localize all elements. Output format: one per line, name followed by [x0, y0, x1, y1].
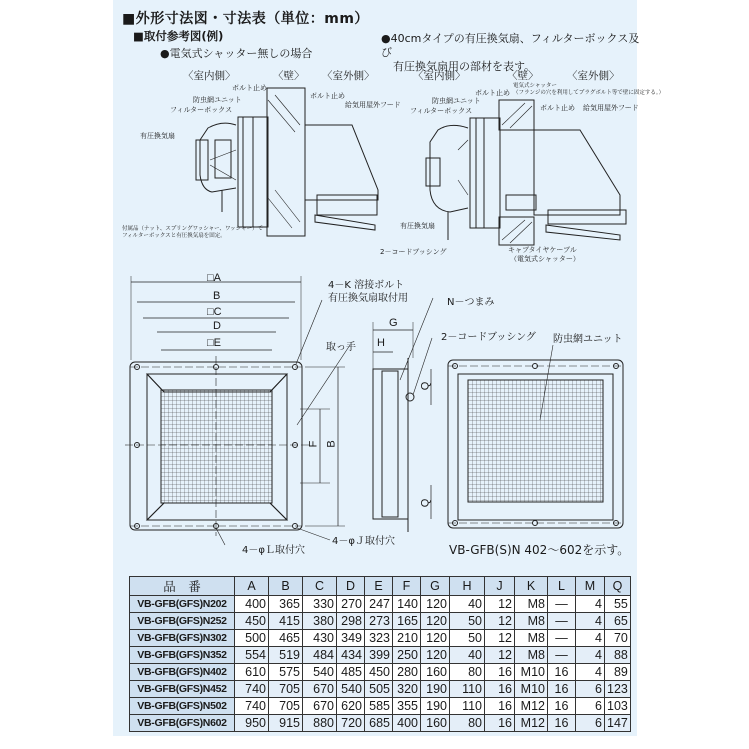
value-cell-K: M12 — [515, 715, 548, 732]
right-installation-drawing — [426, 100, 626, 245]
value-cell-D: 434 — [337, 647, 365, 664]
value-cell-A: 950 — [235, 715, 269, 732]
value-cell-A: 740 — [235, 698, 269, 715]
value-cell-J: 12 — [485, 630, 515, 647]
value-cell-L: 16 — [548, 715, 576, 732]
value-cell-H: 110 — [450, 698, 485, 715]
dim-label-B: B — [213, 290, 221, 302]
col-J: J — [485, 577, 515, 596]
right-label-cabtire: キャブタイヤケーブル — [508, 246, 577, 254]
value-cell-C: 670 — [303, 681, 337, 698]
drawing-caption: VB-GFB(S)N 402～602を示す。 — [449, 543, 630, 557]
callout-hole-L: 4－φＬ取付穴 — [242, 545, 305, 556]
value-cell-Q: 55 — [605, 596, 631, 613]
value-cell-G: 190 — [421, 681, 450, 698]
right-label-bolt-1: ボルト止め — [475, 89, 510, 97]
value-cell-F: 320 — [393, 681, 421, 698]
value-cell-L: — — [548, 647, 576, 664]
model-cell: VB-GFB(GFS)N602 — [130, 715, 235, 732]
left-label-filter-box: フィルターボックス — [170, 106, 233, 114]
value-cell-Q: 70 — [605, 630, 631, 647]
value-cell-J: 12 — [485, 647, 515, 664]
table-row — [130, 664, 631, 681]
value-cell-F: 140 — [393, 596, 421, 613]
left-figure-note: ●電気式シャッター無しの場合 — [160, 47, 313, 60]
value-cell-F: 165 — [393, 613, 421, 630]
value-cell-K: M8 — [515, 647, 548, 664]
value-cell-L: 16 — [548, 664, 576, 681]
value-cell-H: 80 — [450, 664, 485, 681]
value-cell-M: 6 — [576, 681, 605, 698]
dim-label-C: □C — [207, 306, 222, 318]
left-label-bolt-1: ボルト止め — [232, 84, 267, 92]
value-cell-G: 120 — [421, 647, 450, 664]
col-Q: Q — [605, 577, 631, 596]
right-label-cabtire-note: （電気式シャッター） — [510, 255, 580, 263]
value-cell-H: 80 — [450, 715, 485, 732]
value-cell-B: 519 — [269, 647, 303, 664]
dim-label-H: H — [377, 337, 385, 349]
right-label-shutter: 電気式シャッター （フランジの穴を利用してプラグボルト等で壁に固定する。） — [513, 83, 665, 96]
value-cell-B: 415 — [269, 613, 303, 630]
value-cell-Q: 103 — [605, 698, 631, 715]
dimension-table — [129, 576, 631, 732]
value-cell-M: 4 — [576, 630, 605, 647]
value-cell-M: 4 — [576, 664, 605, 681]
model-cell: VB-GFB(GFS)N502 — [130, 698, 235, 715]
col-K: K — [515, 577, 548, 596]
value-cell-L: 16 — [548, 698, 576, 715]
section-subtitle: ■取付参考図(例) — [133, 29, 224, 43]
value-cell-M: 4 — [576, 613, 605, 630]
front-view-drawing — [125, 276, 350, 545]
value-cell-Q: 65 — [605, 613, 631, 630]
value-cell-G: 190 — [421, 698, 450, 715]
right-label-cord-bushing: 2－コードブッシング — [380, 248, 447, 256]
callout-weld-bolt-use: 有圧換気扇取付用 — [328, 293, 408, 304]
value-cell-B: 465 — [269, 630, 303, 647]
value-cell-C: 880 — [303, 715, 337, 732]
left-accessory-note: 付属品（ナット、スプリングワッシャー、ワッシャー）で フィルターボックスと有圧換気扇を固定。 — [122, 226, 264, 239]
value-cell-E: 273 — [365, 613, 393, 630]
value-cell-B: 575 — [269, 664, 303, 681]
value-cell-L: — — [548, 630, 576, 647]
col-E: E — [365, 577, 393, 596]
right-label-insect-net: 防虫網ユニット — [432, 97, 481, 105]
value-cell-B: 705 — [269, 681, 303, 698]
value-cell-A: 450 — [235, 613, 269, 630]
value-cell-M: 6 — [576, 698, 605, 715]
value-cell-G: 120 — [421, 613, 450, 630]
value-cell-G: 120 — [421, 630, 450, 647]
col-model: 品 番 — [130, 577, 235, 596]
value-cell-D: 720 — [337, 715, 365, 732]
right-label-fan: 有圧換気扇 — [400, 222, 435, 230]
dim-label-F: F — [307, 440, 320, 448]
model-cell: VB-GFB(GFS)N352 — [130, 647, 235, 664]
value-cell-A: 740 — [235, 681, 269, 698]
value-cell-E: 399 — [365, 647, 393, 664]
left-label-insect-net: 防虫網ユニット — [193, 96, 242, 104]
value-cell-J: 12 — [485, 613, 515, 630]
col-F: F — [393, 577, 421, 596]
value-cell-E: 685 — [365, 715, 393, 732]
value-cell-C: 380 — [303, 613, 337, 630]
table-row — [130, 596, 631, 613]
value-cell-B: 705 — [269, 698, 303, 715]
table-row — [130, 698, 631, 715]
table-row — [130, 715, 631, 732]
col-G: G — [421, 577, 450, 596]
value-cell-D: 540 — [337, 681, 365, 698]
value-cell-H: 50 — [450, 613, 485, 630]
value-cell-H: 110 — [450, 681, 485, 698]
value-cell-F: 355 — [393, 698, 421, 715]
value-cell-A: 610 — [235, 664, 269, 681]
page-title: ■外形寸法図・寸法表（単位：mm） — [122, 11, 369, 27]
value-cell-M: 4 — [576, 647, 605, 664]
right-note-line-2: 有圧換気扇用の部材を表す。 — [393, 60, 536, 73]
value-cell-K: M8 — [515, 630, 548, 647]
model-cell: VB-GFB(GFS)N302 — [130, 630, 235, 647]
value-cell-Q: 88 — [605, 647, 631, 664]
value-cell-E: 450 — [365, 664, 393, 681]
table-row — [130, 613, 631, 630]
value-cell-C: 430 — [303, 630, 337, 647]
table-row — [130, 647, 631, 664]
value-cell-E: 323 — [365, 630, 393, 647]
right-note-line-1: ●40cmタイプの有圧換気扇、フィルターボックス及び — [381, 32, 640, 59]
value-cell-H: 40 — [450, 647, 485, 664]
value-cell-Q: 123 — [605, 681, 631, 698]
callout-cord-bushing: 2－コードブッシング — [441, 332, 536, 343]
dim-label-G: G — [389, 317, 398, 329]
value-cell-C: 670 — [303, 698, 337, 715]
value-cell-E: 505 — [365, 681, 393, 698]
value-cell-L: 16 — [548, 681, 576, 698]
value-cell-K: M12 — [515, 698, 548, 715]
col-C: C — [303, 577, 337, 596]
value-cell-M: 4 — [576, 596, 605, 613]
right-label-wall: 〈壁〉 — [507, 70, 539, 82]
value-cell-A: 400 — [235, 596, 269, 613]
value-cell-D: 620 — [337, 698, 365, 715]
value-cell-Q: 89 — [605, 664, 631, 681]
model-cell: VB-GFB(GFS)N402 — [130, 664, 235, 681]
back-view-drawing — [448, 345, 623, 528]
value-cell-D: 270 — [337, 596, 365, 613]
col-B: B — [269, 577, 303, 596]
callout-hole-J: 4－φＪ取付穴 — [332, 536, 395, 547]
right-label-hood: 給気用屋外フード — [583, 104, 639, 112]
value-cell-G: 120 — [421, 596, 450, 613]
col-L: L — [548, 577, 576, 596]
callout-weld-bolt: 4－K 溶接ボルト — [328, 280, 405, 291]
value-cell-F: 400 — [393, 715, 421, 732]
value-cell-G: 160 — [421, 664, 450, 681]
value-cell-J: 12 — [485, 596, 515, 613]
value-cell-E: 585 — [365, 698, 393, 715]
dim-label-D: D — [213, 320, 221, 332]
value-cell-C: 484 — [303, 647, 337, 664]
side-view-drawing — [373, 298, 433, 532]
value-cell-K: M10 — [515, 681, 548, 698]
value-cell-E: 247 — [365, 596, 393, 613]
left-label-outdoor: 〈室外側〉 — [322, 70, 375, 82]
value-cell-D: 349 — [337, 630, 365, 647]
callout-insect-net-unit: 防虫網ユニット — [553, 334, 623, 345]
value-cell-K: M10 — [515, 664, 548, 681]
dim-label-Q-top: Q — [419, 381, 432, 391]
value-cell-A: 554 — [235, 647, 269, 664]
value-cell-B: 365 — [269, 596, 303, 613]
value-cell-D: 298 — [337, 613, 365, 630]
value-cell-F: 250 — [393, 647, 421, 664]
table-row — [130, 681, 631, 698]
table-row — [130, 630, 631, 647]
right-label-indoor: 〈室内側〉 — [413, 70, 466, 82]
model-cell: VB-GFB(GFS)N202 — [130, 596, 235, 613]
left-label-fan: 有圧換気扇 — [140, 132, 175, 140]
left-label-wall: 〈壁〉 — [273, 70, 305, 82]
value-cell-C: 330 — [303, 596, 337, 613]
value-cell-H: 40 — [450, 596, 485, 613]
callout-handle: 取っ手 — [326, 342, 356, 353]
value-cell-F: 210 — [393, 630, 421, 647]
col-M: M — [576, 577, 605, 596]
col-D: D — [337, 577, 365, 596]
value-cell-L: — — [548, 596, 576, 613]
left-label-hood: 給気用屋外フード — [345, 101, 401, 109]
callout-knob: N－つまみ — [447, 297, 495, 308]
value-cell-L: — — [548, 613, 576, 630]
dim-label-Q-bottom: Q — [419, 498, 432, 508]
value-cell-J: 16 — [485, 681, 515, 698]
value-cell-B: 915 — [269, 715, 303, 732]
right-label-filter-box: フィルターボックス — [410, 107, 473, 115]
model-cell: VB-GFB(GFS)N452 — [130, 681, 235, 698]
value-cell-A: 500 — [235, 630, 269, 647]
value-cell-C: 540 — [303, 664, 337, 681]
left-label-indoor: 〈室内側〉 — [183, 70, 236, 82]
col-A: A — [235, 577, 269, 596]
value-cell-G: 160 — [421, 715, 450, 732]
right-label-bolt-2: ボルト止め — [540, 104, 575, 112]
value-cell-D: 485 — [337, 664, 365, 681]
value-cell-Q: 147 — [605, 715, 631, 732]
value-cell-J: 16 — [485, 698, 515, 715]
table-header-row — [130, 577, 631, 596]
left-label-bolt-2: ボルト止め — [310, 92, 345, 100]
right-label-outdoor: 〈室外側〉 — [567, 70, 620, 82]
value-cell-J: 16 — [485, 664, 515, 681]
value-cell-H: 50 — [450, 630, 485, 647]
col-H: H — [450, 577, 485, 596]
value-cell-K: M8 — [515, 613, 548, 630]
value-cell-M: 6 — [576, 715, 605, 732]
dim-label-A: □A — [207, 272, 221, 284]
value-cell-J: 16 — [485, 715, 515, 732]
dim-label-E: □E — [207, 337, 221, 349]
value-cell-F: 280 — [393, 664, 421, 681]
value-cell-K: M8 — [515, 596, 548, 613]
dim-label-B-vertical: B — [325, 440, 338, 448]
model-cell: VB-GFB(GFS)N252 — [130, 613, 235, 630]
